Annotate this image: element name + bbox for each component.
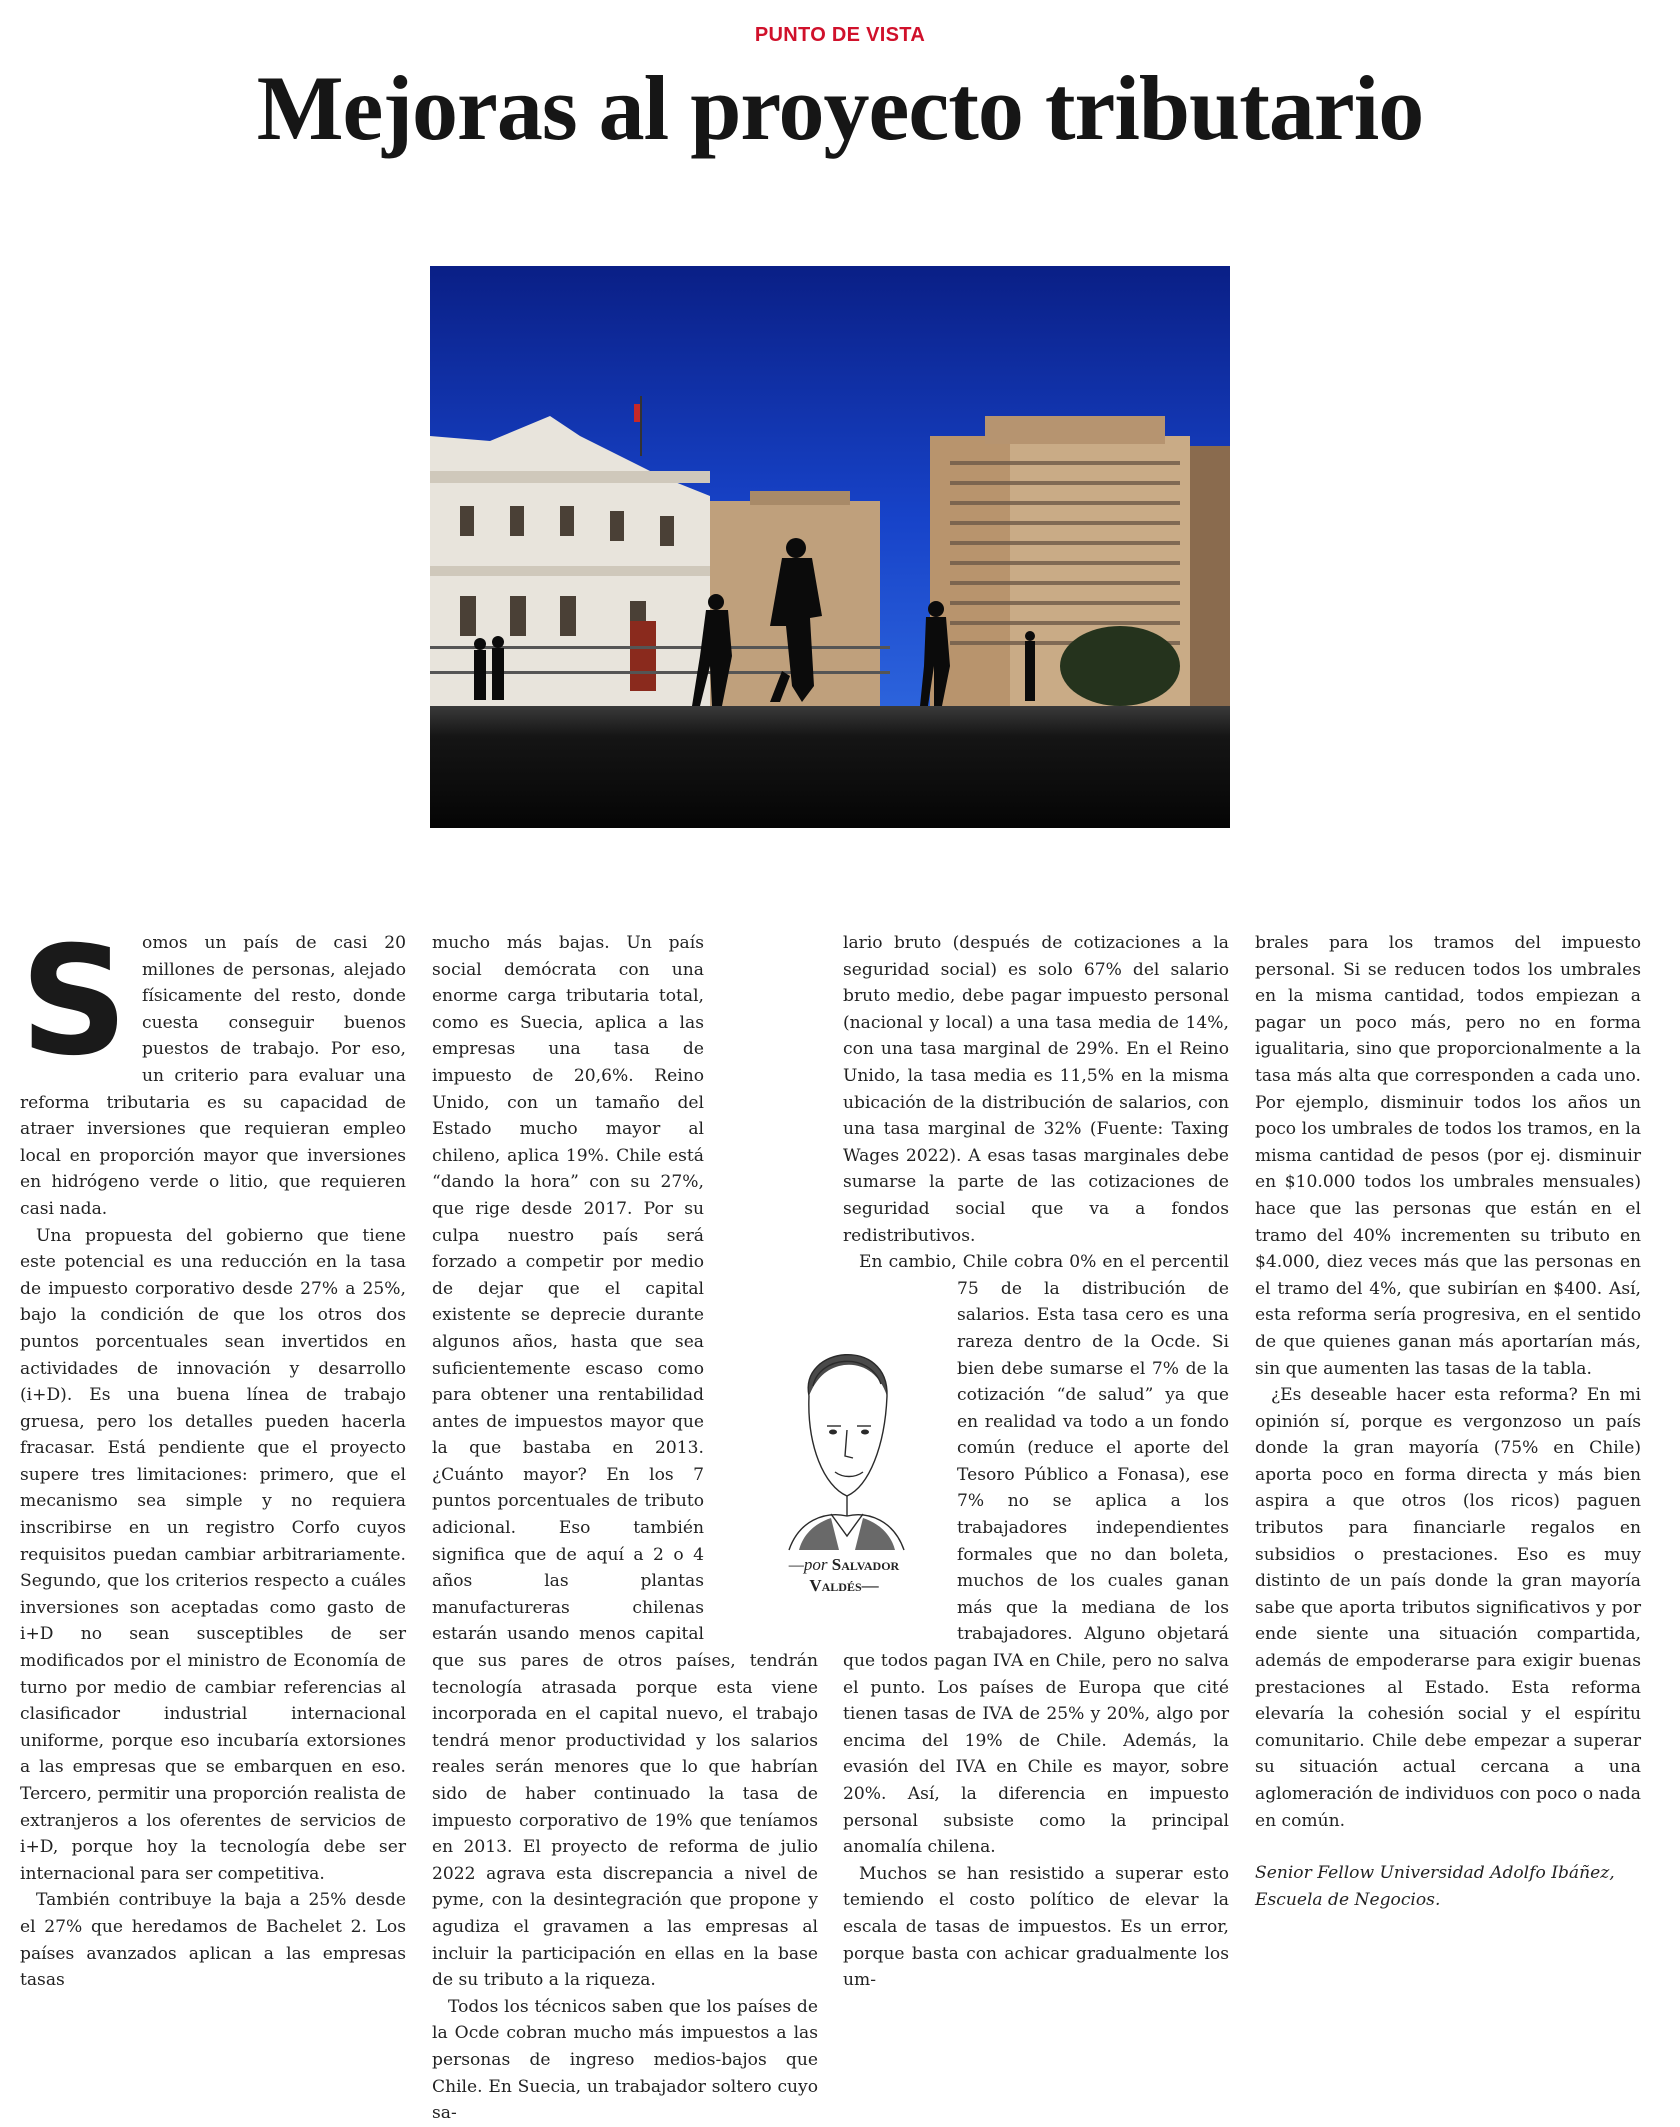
- article-column-1: [20, 915, 406, 1991]
- author-first-name: Salvador: [831, 1555, 900, 1574]
- author-byline: [738, 1554, 950, 1596]
- author-portrait: [769, 1326, 919, 1550]
- paragraph: brales para los tramos del impuesto personal. Si se reducen todos los umbrales en la misma cantidad, todos empiezan a pagar un poco más, pero no en forma igualitaria, sino que proporcionalmente a la tasa más alta que corresponden a cada uno. Por ejemplo, disminuir todos los años un poco los umbrales de todos los tramos, en la misma cantidad de pesos (por ej. disminuir en $10.000 todos los umbrales mensuales) hace que las personas que están en el tramo del 40% incrementen su tributo en $4.000, diez veces más que las personas en el tramo del 4%, que subirían en $400. Así, esta reforma sería progresiva, en el sentido de que quienes ganan más aportarían más, sin que aumenten las tasas de la tabla.: [1255, 933, 1641, 1379]
- section-kicker: PUNTO DE VISTA: [754, 24, 926, 46]
- drop-cap: S: [20, 915, 129, 1089]
- article-column-4: [1255, 930, 1641, 1920]
- paragraph: ¿Es deseable hacer esta reforma? En mi opinión sí, porque es vergonzoso un país donde la gran mayoría (75% en Chile) aporta poco en forma directa y más bien aspira a que otros (los ricos) paguen tributos para financiarle regalos en subsidios o prestaciones. Eso es muy distinto de un país donde la gran mayoría sabe que aporta tributos significativos y por ende siente una situación compartida, además de empoderarse para exigir buenas prestaciones al Estado. Esta reforma elevaría la cohesión social y el espíritu comunitario. Chile debe empezar a superar su situación actual cercana a una aglomeración de individuos con poco o nada en común.: [1255, 1385, 1641, 1831]
- author-last-name: Valdés: [809, 1576, 862, 1595]
- paragraph: lario bruto (después de cotizaciones a la seguridad social) es solo 67% del salario bruto medio, debe pagar impuesto personal (nacional y local) a una tasa media de 14%, con una tasa marginal de 29%. En el Reino Unido, la tasa media es 11,5% en la misma ubicación de la distribución de salarios, con una tasa marginal de 32% (Fuente: Taxing Wages 2022). A esas tasas marginales debe sumarse la parte de las cotizaciones de seguridad social que va a fondos redistributivos.: [843, 933, 1229, 1246]
- byline-suffix: —: [861, 1576, 879, 1595]
- paragraph: Una propuesta del gobierno que tiene este potencial es una reducción en la tasa de impuesto corporativo desde 27% a 25%, bajo la condición de que los otros dos puntos porcentuales sean invertidos en actividades de innovación y desarrollo (i+D). Es una buena línea de trabajo gruesa, pero los detalles pueden hacerla fracasar. Está pendiente que el proyecto supere tres limitaciones: primero, que el mecanismo sea simple y no requiera inscribirse en un registro Corfo cuyos requisitos puedan cambiar arbitrariamente. Segundo, que los criterios respecto a cuáles inversiones son aceptadas como gasto de i+D no sean susceptibles de ser modificados por el ministro de Economía de turno por medio de cambiar referencias al clasificador industrial internacional uniforme, porque eso incubaría extorsiones a las empresas que se embarquen en eso. Tercero, permitir una proporción realista de extranjeros a los oferentes de servicios de i+D, porque hoy la tecnología debe ser internacional para ser competitiva.: [20, 1225, 406, 1884]
- paragraph: Todos los técnicos saben que los países de la Ocde cobran mucho más impuestos a las personas de ingreso medios-bajos que Chile. En Suecia, un trabajador soltero cuyo sa-: [432, 1996, 818, 2124]
- article-headline: Mejoras al proyecto tributario: [256, 57, 1424, 159]
- author-signature: Senior Fellow Universidad Adolfo Ibáñez, Escuela de Negocios.: [1255, 1863, 1615, 1910]
- author-portrait-box: [738, 1326, 950, 1626]
- paragraph: Muchos se han resistido a superar esto temiendo el costo político de elevar la escala de tasas de impuestos. Es un error, porque basta con achicar gradualmente los um-: [843, 1863, 1229, 1991]
- paragraph: mucho más bajas. Un país social demócrata con una enorme carga tributaria total, como es Suecia, aplica a las empresas una tasa de impuesto de 20,6%. Reino Unido, con un tamaño del Estado mucho mayor al chileno, aplica 19%. Chile está “dando la hora” con su 27%, que rige desde 2017. Por su culpa nuestro país será forzado a competir por medio de dejar que el capital existente se deprecie durante algunos años, hasta que sea suficientemente escaso como para obtener una rentabilidad antes de impuestos mayor que la que bastaba en 2013. ¿Cuánto mayor? En los 7 puntos porcentuales de tributo adicional. Eso también significa que de aquí a 2 o 4 años las plantas manufactureras chilenas estarán usando menos capital que sus pares de otros países, tendrán tecnología atrasada porque esta viene incorporada en el capital nuevo, el trabajo tendrá menor productividad y los salarios reales serán menores que lo que habrían sido de haber continuado la tasa de impuesto corporativo de 19% que teníamos en 2013. El proyecto de reforma de julio 2022 agrava esta discrepancia a nivel de pyme, con la desintegración que propone y agudiza el gravamen a las empresas al incluir la participación en ellas en la base de su tributo a la riqueza.: [432, 933, 818, 1991]
- paragraph: También contribuye la baja a 25% desde el 27% que heredamos de Bachelet 2. Los países avanzados aplican a las empresas tasas: [20, 1890, 406, 1991]
- byline-prefix: —por: [788, 1555, 828, 1574]
- paragraph: En cambio, Chile cobra 0% en el percentil 75 de la distribución de salarios. Esta tasa cero es una rareza dentro de la Ocde. Si bien debe sumarse el 7% de la cotización “de salud” ya que en realidad va todo a un fondo común (reduce el aporte del Tesoro Público a Fonasa), ese 7% no se aplica a los trabajadores independientes formales que no dan boleta, muchos de los cuales ganan más que la mediana de los trabajadores. Alguno objetará que todos pagan IVA en Chile, pero no salva el punto. Los países de Europa que cité tienen tasas de IVA de 25% y 20%, algo por encima del 19% de Chile. Además, la evasión del IVA en Chile es mayor, sobre 20%. Así, la diferencia en impuesto personal subsiste como la principal anomalía chilena.: [843, 1252, 1229, 1858]
- article-photo: [430, 266, 1230, 828]
- paragraph: omos un país de casi 20 millones de personas, alejado físicamente del resto, donde cuesta conseguir buenos puestos de trabajo. Por eso, un criterio para evaluar una reforma tributaria es su capacidad de atraer inversiones que requieran empleo local en proporción mayor que inversiones en hidrógeno verde o litio, que requieren casi nada.: [20, 933, 406, 1219]
